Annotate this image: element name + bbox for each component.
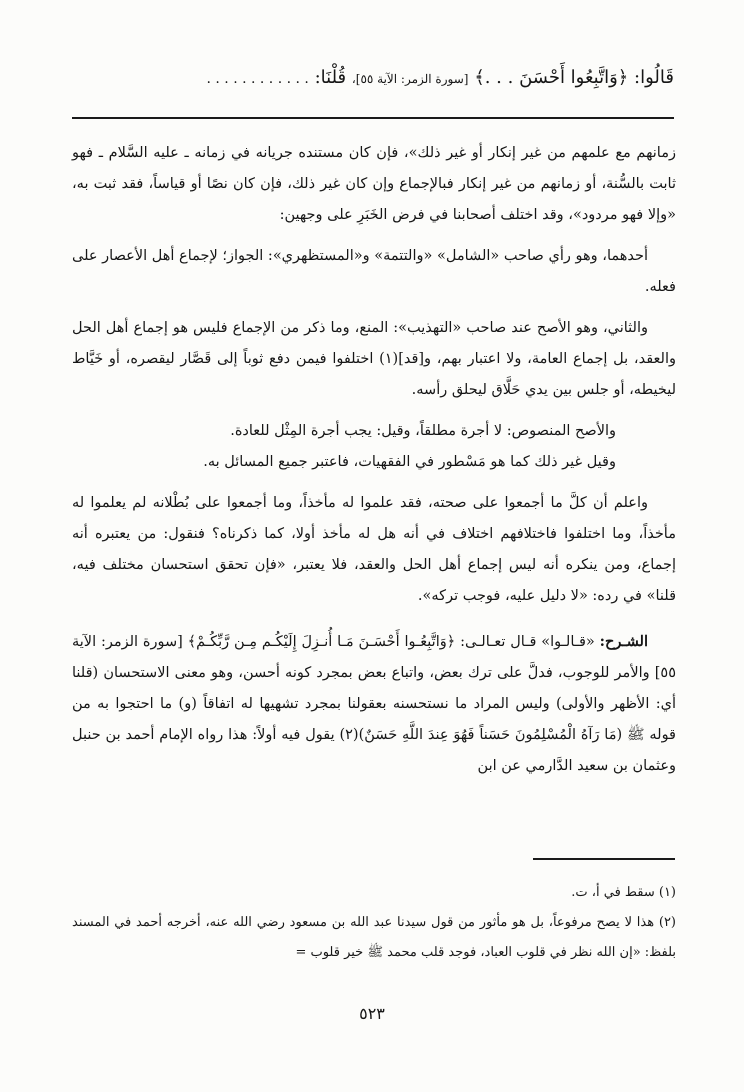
paragraph-3: والثاني، وهو الأصح عند صاحب «التهذيب»: المنع، وما ذكر من الإجماع فليس هو إجماع أهل الحل والعقد، بل إجماع العامة، ولا اعتبار بهم، و[قد](١) اختلفوا فيمن دفع ثوباً إلى قَصَّار ليقصره، أو خَيَّاط ليخيطه، أو جلس بين يدي حَلَّاق ليحلق رأسه.	[72, 320, 676, 398]
paragraph-7-text: «قـالـوا» قـال تعـالـى: ﴿وَاتَّبِعُـوا أَحْسَـنَ مَـا أُنـزِلَ إِلَيْكُـم مِـن رَّبِّكُـمْ﴾ [سورة الزمر: الآية ٥٥] والأمر للوجوب، فدلَّ على ترك بعض، واتباع بعض بمجرد كونه أحسن، وهو معنى الاستحسان (قلنا أي: الأظهر والأولى) وليس المراد ما نستحسنه بعقولنا بمجرد تشهيها له اتفاقاً (و) ما احتجوا به من قوله ﷺ (مَا رَآهُ الْمُسْلِمُونَ حَسَناً فَهُوَ عِندَ اللَّهِ حَسَنٌ)(٢) يقول فيه أولاً: هذا رواه الإمام أحمد بن حنبل وعثمان بن سعيد الدَّارمي عن ابن	[72, 634, 676, 774]
footnote-2: (٢) هذا لا يصح مرفوعاً، بل هو مأثور من قول سيدنا عبد الله بن مسعود رضي الله عنه، أخرجه أحمد في المسند بلفظ: «إن الله نظر في قلوب العباد، فوجد قلب محمد ﷺ خير قلوب =	[72, 915, 676, 960]
running-head-qulna: قُلْنَا:	[314, 67, 347, 88]
paragraph-7	[72, 626, 676, 782]
paragraph-6: واعلم أن كلَّ ما أجمعوا على صحته، فقد علموا له مأخذاً، وما أجمعوا على بُطْلانه لم يعلموا له مأخذاً، وما اختلفوا فاختلافهم اختلاف في أنه هل له مأخذ أولا، كما ذكرناه؟ فنقول: من يعتبره أنه إجماع، ومن ينكره أنه ليس إجماع أهل الحل والعقد، فلا يعتبر، «فإن تحقق استحسان مختلف فيه، قلنا» في رده: «لا دليل عليه، فوجب تركه».	[72, 495, 676, 604]
footnote-1: (١) سقط في أ، ت.	[571, 885, 676, 900]
paragraph-4: والأصح المنصوص: لا أجرة مطلقاً، وقيل: يجب أجرة المِثْل للعادة.	[230, 423, 616, 439]
running-head-citation: [سورة الزمر: الآية ٥٥]،	[351, 72, 469, 86]
paragraph-2: أحدهما، وهو رأي صاحب «الشامل» «والتتمة» و«المستظهري»: الجواز؛ لإجماع أهل الأعصار على فعله.	[72, 248, 676, 295]
footnotes	[72, 878, 676, 968]
paragraph-5: وقيل غير ذلك كما هو مَسْطور في الفقهيات، فاعتبر جميع المسائل به.	[203, 454, 616, 470]
running-head	[70, 58, 674, 98]
running-head-dots: . . . . . . . . . . . .	[206, 71, 309, 87]
page-number: ٥٢٣	[359, 1004, 385, 1023]
paragraph-1: زمانهم مع علمهم من غير إنكار أو غير ذلك»، فإن كان مستنده جريانه في زمانه ـ عليه السَّلام ـ فهو ثابت بالسُّنة، أو زمانهم من غير إنكار فبالإجماع وإن كان غير ذلك، فإن كان نصًا أو قياساً، فقد ثبت به، «وإلا فهو مردود»، وقد اختلف أصحابنا في فرض الخَبَرِ على وجهين:	[72, 145, 676, 223]
main-text	[72, 138, 676, 782]
sharh-label: الشـرح:	[599, 633, 648, 650]
footnote-divider	[533, 858, 675, 860]
header-divider	[72, 117, 674, 119]
running-head-quote: قَالُوا: ﴿وَاتَّبِعُوا أَحْسَنَ . . .﴾	[474, 67, 674, 88]
